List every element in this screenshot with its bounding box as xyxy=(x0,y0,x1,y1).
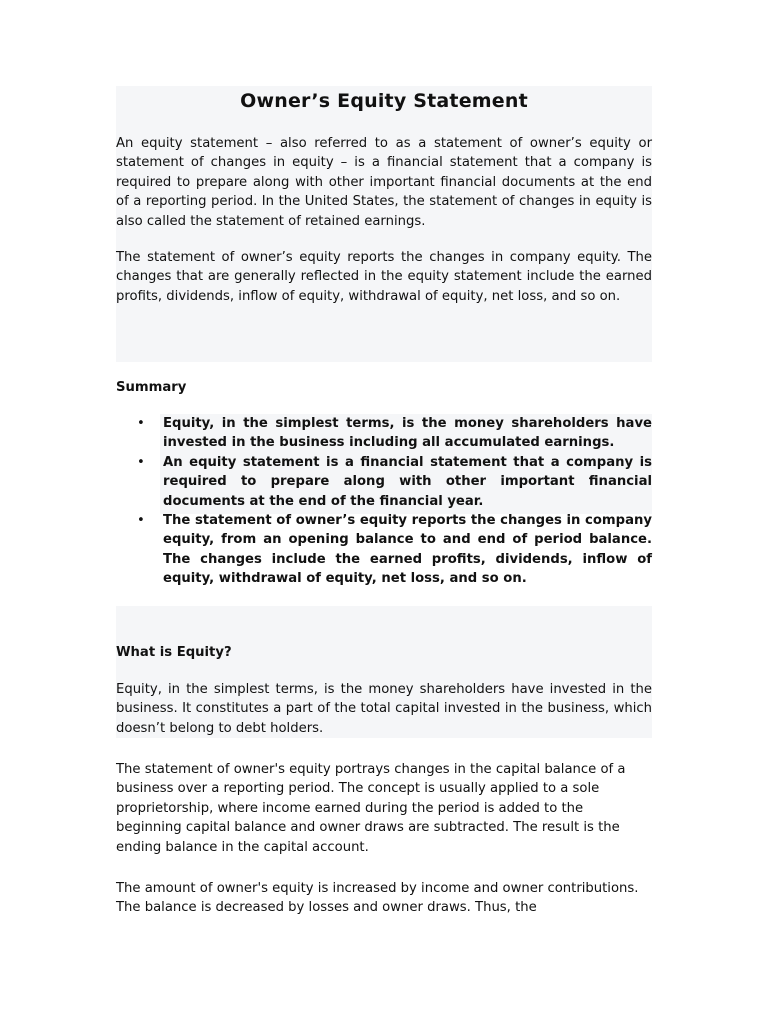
what-is-equity-heading: What is Equity? xyxy=(116,645,232,660)
equity-increase-paragraph: The amount of owner's equity is increased by income and owner contributions. The balance is decreased by losses and owner draws. Thus, the xyxy=(116,881,639,916)
summary-list-item xyxy=(116,414,652,453)
bullet-marker: • xyxy=(137,454,145,470)
summary-item-text: The statement of owner’s equity reports the changes in company equity, from an opening balance to and end of period balance. The changes include the earned profits, dividends, inflow of equity, withdrawal of equity, net loss, and so on. xyxy=(163,513,652,587)
page-title: Owner’s Equity Statement xyxy=(240,90,528,112)
summary-list-item xyxy=(116,453,652,511)
bullet-marker: • xyxy=(137,416,145,431)
summary-heading: Summary xyxy=(116,380,187,395)
summary-list-item xyxy=(116,511,652,589)
summary-item-text: An equity statement is a financial statement that a company is required to prepare along with other important financial documents at the end of the financial year. xyxy=(163,454,652,509)
what-is-equity-paragraph: Equity, in the simplest terms, is the money shareholders have invested in the business. It constitutes a part of the total capital invested in the business, which doesn’t belong to debt holders. xyxy=(116,682,652,736)
capital-balance-paragraph: The statement of owner's equity portrays changes in the capital balance of a business over a reporting period. The concept is usually applied to a sole proprietorship, where income earned during the period is added to the beginning capital balance and owner draws are subtracted. The result is the ending balance in the capital account. xyxy=(116,762,626,855)
summary-item-text: Equity, in the simplest terms, is the money shareholders have invested in the business including all accumulated earnings. xyxy=(163,416,652,451)
intro-paragraph-1: An equity statement – also referred to as a statement of owner’s equity or statement of changes in equity – is a financial statement that a company is required to prepare along with other important financial documents at the end of a reporting period. In the United States, the statement of changes in equity is also called the statement of retained earnings. xyxy=(116,136,652,229)
summary-list xyxy=(116,414,652,589)
intro-paragraph-2: The statement of owner’s equity reports the changes in company equity. The changes that are generally reflected in the equity statement include the earned profits, dividends, inflow of equity, withdrawal of equity, net loss, and so on. xyxy=(116,250,652,304)
bullet-marker: • xyxy=(137,513,145,529)
